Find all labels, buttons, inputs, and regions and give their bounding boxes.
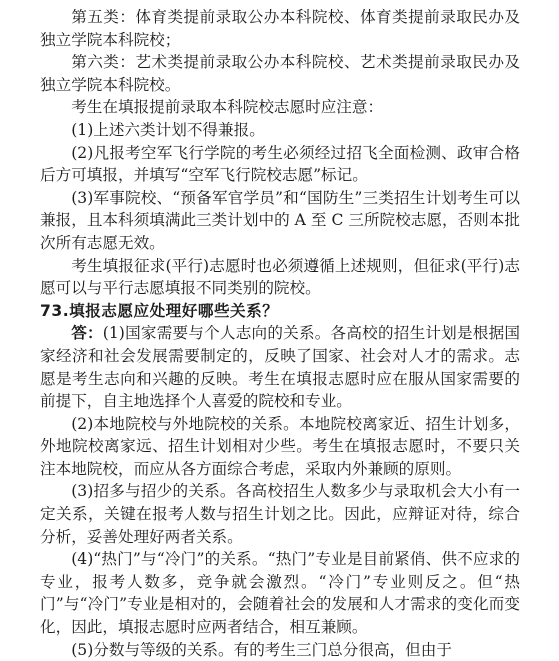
question-heading: 73.填报志愿应处理好哪些关系？ [40,301,279,320]
paragraph-rule-2: (2)凡报考空军飞行学院的考生必须经过招飞全面检测、政审合格后方可填报，并填写“空军飞行院校志愿”标记。 [40,143,520,185]
answer-paragraph-1 [40,322,520,412]
paragraph-category-six: 第六类：艺术类提前录取公办本科院校、艺术类提前录取民办及独立学院本科院校。 [40,53,520,94]
answer-paragraph-2: (2)本地院校与外地院校的关系。本地院校离家近、招生计划多，外地院校离家远、招生计划相对少些。考生在填报志愿时，不要只关注本地院校，而应从各方面综合考虑，采取内外兼顾的原则。 [40,414,520,478]
paragraph-solicit-note: 考生填报征求(平行)志愿时也必须遵循上述规则，但征求(平行)志愿可以与平行志愿填报不同类别的院校。 [40,256,520,298]
paragraph-category-five: 第五类：体育类提前录取公办本科院校、体育类提前录取民办及独立学院本科院校； [40,8,520,49]
answer-paragraph-5: (5)分数与等级的关系。有的考生三门总分很高，但由于 [71,640,452,659]
paragraph-rule-3: (3)军事院校、“预备军官学员”和“国防生”三类招生计划考生可以兼报，且本科须填满此三类计划中的 A 至 C 三所院校志愿，否则本批次所有志愿无效。 [40,188,520,252]
paragraph-notice-intro: 考生在填报提前录取本科院校志愿时应注意： [71,98,384,117]
paragraph-rule-1: (1)上述六类计划不得兼报。 [71,120,265,139]
answer-label: 答： [71,324,103,343]
answer-paragraph-4: (4)“热门”与“冷门”的关系。“热门”专业是目前紧俏、供不应求的专业，报考人数多，竞争就会激烈。“冷门”专业则反之。但“热门”与“冷门”专业是相对的，会随着社会的发展和人才需求的变化而变化，因此，填报志愿时应两者结合，相互兼顾。 [40,550,520,637]
answer-text-1: (1)国家需要与个人志向的关系。各高校的招生计划是根据国家经济和社会发展需要制定的，反映了国家、社会对人才的需求。志愿是考生志向和兴趣的反映。考生在填报志愿时应在服从国家需要的前提下，自主地选择个人喜爱的院校和专业。 [40,324,520,411]
document-page [40,6,520,661]
answer-paragraph-3: (3)招多与招少的关系。各高校招生人数多少与录取机会大小有一定关系，关键在报考人数与招生计划之比。因此，应辩证对待，综合分析，妥善处理好两者关系。 [40,482,520,546]
